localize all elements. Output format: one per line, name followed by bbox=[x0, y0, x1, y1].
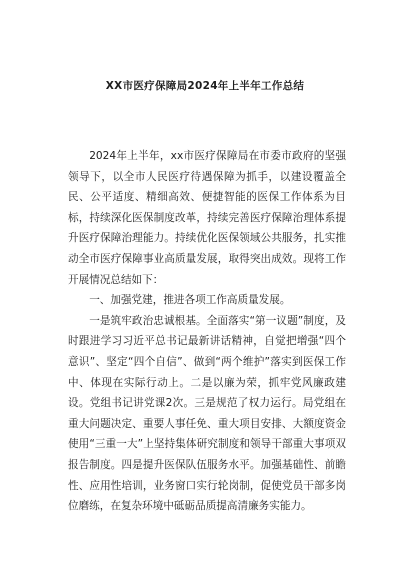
document-title: XX市医疗保障局2024年上半年工作总结 bbox=[105, 80, 305, 92]
section-1-paragraph: 一是筑牢政治忠诚根基。全面落实“第一议题”制度，及时跟进学习习近平总书记最新讲话精神，自觉把增强“四个意识”、坚定“四个自信”、做到“两个维护”落实到医保工作中、体现在实际行动上。二是以廉为荣，抓牢党风廉政建设。党组书记讲党课2次。三是规范了权力运行。局党组在重大问题决定、重要人事任免、重大项目安排、大额度资金使用“三重一大”上坚持集体研究制度和领导干部重大事项双报告制度。四是提升医保队伍服务水平。加强基础性、前瞻性、应用性培训，业务窗口实行轮岗制，促使党员干部多岗位磨练，在复杂环境中砥砺品质提高清廉务实能力。 bbox=[68, 314, 346, 513]
intro-paragraph: 2024年上半年，xx市医疗保障局在市委市政府的坚强领导下，以全市人民医疗待遇保障为抓手，以建设覆盖全民、公平适度、精细高效、便捷智能的医保工作体系为目标，持续深化医保制度改革，持续完善医疗保障治理体系提升医疗保障治理能力。持续优化医保领域公共服务，扎实推动全市医疗保障事业高质量发展，取得突出成效。现将工作开展情况总结如下： bbox=[68, 150, 346, 286]
section-heading-1: 一、加强党建，推进各项工作高质量发展。 bbox=[89, 294, 291, 307]
document-body bbox=[68, 146, 346, 517]
